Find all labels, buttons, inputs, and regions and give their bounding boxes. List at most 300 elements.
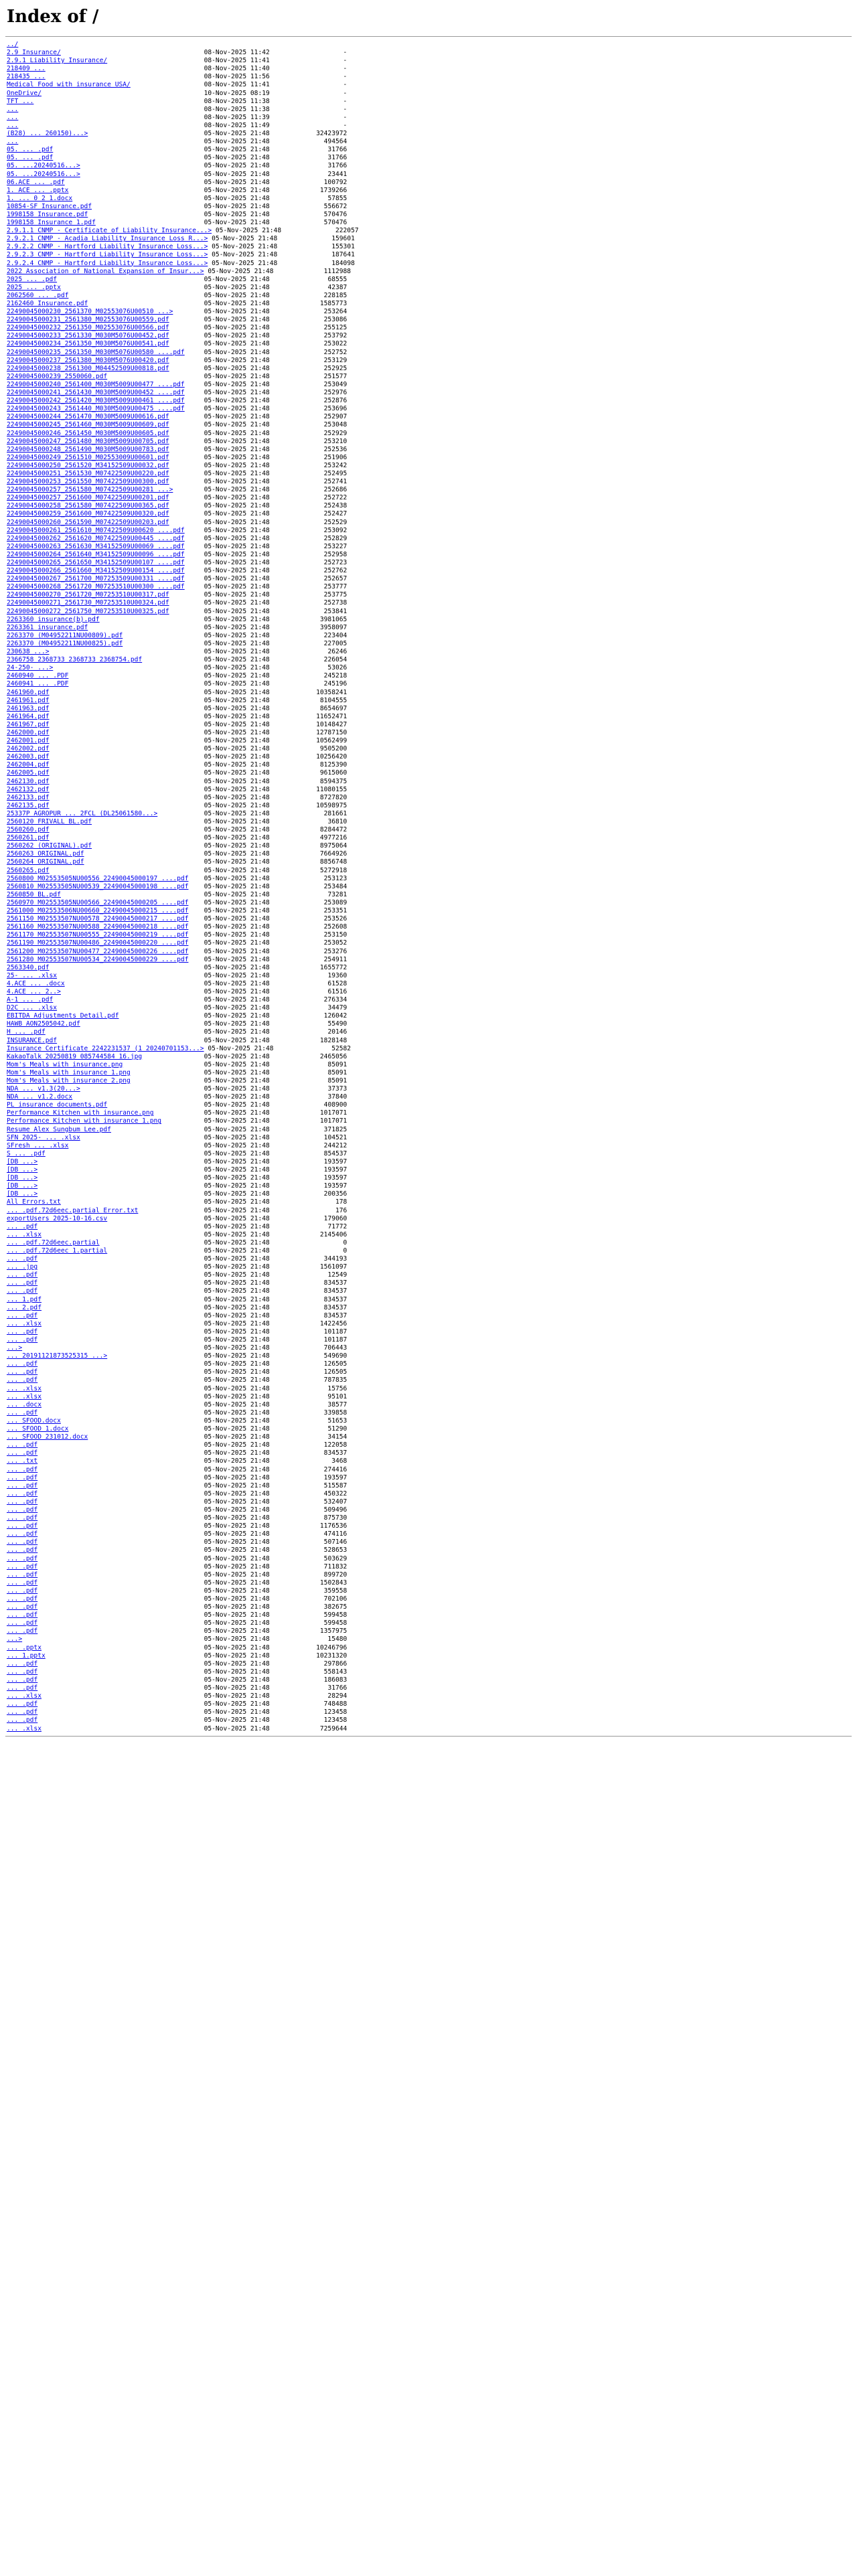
- file-link[interactable]: EBITDA Adjustments Detail.pdf: [7, 1012, 119, 1020]
- file-link[interactable]: 22490045000262_2561620_M07422509U00445 ....pdf: [7, 534, 185, 542]
- file-link[interactable]: 22490045000233_2561330_M030M5076U00452.pdf: [7, 332, 169, 340]
- listing-row: [7, 1603, 852, 1611]
- file-link[interactable]: 2560800 M02553505NU00556_22490045000197 ....pdf: [7, 874, 189, 882]
- listing-row: [7, 470, 852, 478]
- file-link[interactable]: [DB ...>: [7, 1174, 38, 1182]
- file-link[interactable]: 2263370 (M04952211NU00825).pdf: [7, 639, 123, 647]
- file-date: 05-Nov-2025 21:48: [204, 1490, 270, 1498]
- file-link[interactable]: A-1 ... .pdf: [7, 996, 54, 1004]
- file-link[interactable]: ...: [7, 105, 19, 113]
- file-link[interactable]: NDA ... v1.2.docx: [7, 1093, 73, 1101]
- file-date: 05-Nov-2025 21:48: [204, 1020, 270, 1028]
- listing-row: [7, 1546, 852, 1554]
- file-link[interactable]: ... .pdf: [7, 1473, 38, 1481]
- file-size: 532407: [323, 1498, 347, 1506]
- file-link[interactable]: 22490045000245_2561460_M030M5009U00609.pdf: [7, 421, 169, 429]
- file-link[interactable]: ... .pdf: [7, 1571, 38, 1579]
- file-link[interactable]: 2462002.pdf: [7, 745, 50, 753]
- file-size: 834537: [323, 1311, 347, 1319]
- file-link[interactable]: 2062560 ... .pdf: [7, 291, 69, 299]
- file-link[interactable]: ... .pdf.72d6eec 1.partial: [7, 1246, 108, 1255]
- file-link[interactable]: ... .pdf: [7, 1708, 38, 1716]
- file-link[interactable]: 2563340.pdf: [7, 963, 50, 971]
- file-link[interactable]: 22490045000265_2561650_M34152509U00107 ....pdf: [7, 559, 185, 566]
- file-link[interactable]: Resume Alex Sungbum Lee.pdf: [7, 1125, 111, 1133]
- file-link[interactable]: ... .xlsx: [7, 1319, 42, 1327]
- file-size: -: [343, 121, 347, 129]
- file-link[interactable]: D2C ... .xlsx: [7, 1004, 58, 1012]
- file-link[interactable]: 22490045000261_2561610_M07422509U00620 ....pdf: [7, 526, 185, 534]
- file-link[interactable]: [DB ...>: [7, 1166, 38, 1174]
- file-link[interactable]: 22490045000247_2561480_M030M5009U00705.pdf: [7, 437, 169, 445]
- file-link[interactable]: 22490045000260_2561590_M07422509U00203.pdf: [7, 518, 169, 526]
- file-link[interactable]: 2462005.pdf: [7, 769, 50, 777]
- file-size: 528653: [323, 1546, 347, 1554]
- file-link[interactable]: 2025 ... .pdf: [7, 275, 58, 283]
- listing-row: [7, 1644, 852, 1652]
- file-link[interactable]: ... .pdf: [7, 1327, 38, 1336]
- file-link[interactable]: SFresh ... .xlsx: [7, 1141, 69, 1149]
- file-link[interactable]: ... SFOOD 231012.docx: [7, 1433, 88, 1441]
- file-link[interactable]: 2462130.pdf: [7, 777, 50, 785]
- listing-row: [7, 956, 852, 964]
- file-link[interactable]: KakaoTalk 20250819 085744584 16.jpg: [7, 1052, 143, 1060]
- file-link[interactable]: ... .pdf: [7, 1271, 38, 1279]
- file-link[interactable]: 2560261.pdf: [7, 834, 50, 842]
- file-link[interactable]: 05. ... .pdf: [7, 154, 54, 162]
- file-link[interactable]: 2.9.2.4 CNMP - Hartford Liability Insurance Loss...>: [7, 259, 208, 267]
- file-link[interactable]: PL insurance documents.pdf: [7, 1101, 108, 1109]
- file-link[interactable]: 2560264 ORIGINAL.pdf: [7, 858, 84, 866]
- file-link[interactable]: 22490045000244_2561470_M030M5009U00616.pdf: [7, 413, 169, 421]
- file-link[interactable]: 1. ... 0 2 1.docx: [7, 194, 73, 202]
- file-link[interactable]: ... .pptx: [7, 1643, 42, 1652]
- file-link[interactable]: ... .pdf: [7, 1368, 38, 1376]
- listing-row: [7, 1134, 852, 1142]
- listing-row: [7, 1635, 852, 1643]
- file-link[interactable]: ... .pdf: [7, 1522, 38, 1530]
- file-link[interactable]: 4.ACE ... .docx: [7, 979, 65, 987]
- file-size: 253150: [323, 931, 347, 939]
- file-link[interactable]: 22490045000272_2561750_M07253510U00325.pdf: [7, 607, 169, 615]
- file-link[interactable]: ... .pdf: [7, 1546, 38, 1554]
- file-date: 05-Nov-2025 21:48: [204, 397, 270, 405]
- file-link[interactable]: ... .pdf: [7, 1530, 38, 1538]
- file-link[interactable]: INSURANCE.pdf: [7, 1036, 58, 1044]
- file-link[interactable]: 22490045000257_2561580_M07422509U00281 ...>: [7, 486, 173, 494]
- file-link[interactable]: OneDrive/: [7, 89, 42, 97]
- file-link[interactable]: ... SFOOD 1.docx: [7, 1425, 69, 1433]
- listing-row: [7, 1190, 852, 1198]
- file-size: 899720: [323, 1571, 347, 1579]
- file-date: 08-Nov-2025 11:41: [204, 81, 270, 89]
- file-size: 253777: [323, 583, 347, 591]
- file-date: 05-Nov-2025 21:48: [204, 1077, 270, 1084]
- listing-row: [7, 1425, 852, 1433]
- file-link[interactable]: ...>: [7, 1635, 23, 1643]
- file-link[interactable]: ... 1.pdf: [7, 1295, 42, 1303]
- file-link[interactable]: 22490045000253_2561550_M07422509U00300.pdf: [7, 478, 169, 486]
- file-link[interactable]: ... .jpg: [7, 1263, 38, 1271]
- file-link[interactable]: 22490045000239_2550060.pdf: [7, 372, 108, 380]
- file-link[interactable]: 05. ...20240516...>: [7, 170, 80, 178]
- file-link[interactable]: 2461964.pdf: [7, 712, 50, 720]
- file-link[interactable]: 2461961.pdf: [7, 696, 50, 704]
- file-link[interactable]: ... .txt: [7, 1457, 38, 1465]
- file-link[interactable]: (B28) ... 260150)...>: [7, 130, 88, 138]
- file-link[interactable]: 2462004.pdf: [7, 761, 50, 769]
- file-link[interactable]: 22490045000251_2561530_M07422509U00220.pdf: [7, 469, 169, 477]
- listing-row: [7, 1716, 852, 1724]
- file-date: 05-Nov-2025 21:48: [204, 874, 270, 882]
- file-link[interactable]: ... .xlsx: [7, 1230, 42, 1238]
- file-link[interactable]: ... .pdf: [7, 1660, 38, 1668]
- file-date: 08-Nov-2025 11:39: [204, 113, 270, 121]
- file-link[interactable]: HAWB AON2505042.pdf: [7, 1020, 80, 1028]
- file-date: 05-Nov-2025 21:48: [204, 1603, 270, 1611]
- listing-row: [7, 1304, 852, 1312]
- file-link[interactable]: 2162460 Insurance.pdf: [7, 300, 88, 307]
- file-size: 252657: [323, 575, 347, 583]
- file-date: 05-Nov-2025 21:48: [204, 1457, 270, 1465]
- file-date: 05-Nov-2025 21:48: [204, 1028, 270, 1036]
- file-link[interactable]: exportUsers 2025-10-16.csv: [7, 1214, 108, 1222]
- listing-row: [7, 1490, 852, 1498]
- file-link[interactable]: ... .pdf: [7, 1595, 38, 1603]
- file-link[interactable]: ... .pdf: [7, 1514, 38, 1522]
- file-link[interactable]: Mom's Meals with insurance 1.png: [7, 1068, 131, 1076]
- listing-row: [7, 599, 852, 607]
- file-link[interactable]: 2462003.pdf: [7, 753, 50, 761]
- file-link[interactable]: ... .pdf.72d6eec.partial: [7, 1238, 100, 1246]
- file-date: 05-Nov-2025 21:48: [204, 1060, 270, 1068]
- file-link[interactable]: 22490045000241_2561430_M030M5009U00452 ....pdf: [7, 389, 185, 397]
- listing-row: [7, 349, 852, 357]
- file-date: 05-Nov-2025 21:48: [204, 1514, 270, 1522]
- file-link[interactable]: 4.ACE ... 2..>: [7, 987, 61, 995]
- listing-row: [7, 324, 852, 332]
- file-link[interactable]: ... .pdf: [7, 1490, 38, 1498]
- file-link[interactable]: 22490045000232_2561350_M02553076U00566.pdf: [7, 324, 169, 332]
- listing-row: [7, 1344, 852, 1352]
- file-link[interactable]: 2462135.pdf: [7, 801, 50, 809]
- file-link[interactable]: Medical Food with insurance USA/: [7, 81, 131, 89]
- file-link[interactable]: 22490045000234_2561350_M030M5076U00541.pdf: [7, 340, 169, 348]
- file-link[interactable]: 2561200 M02553507NU00477_22490045000226 ....pdf: [7, 947, 189, 955]
- file-link[interactable]: 25- ... .xlsx: [7, 971, 58, 979]
- file-link[interactable]: ... .pdf: [7, 1441, 38, 1449]
- file-link[interactable]: ... .pdf: [7, 1222, 38, 1230]
- file-size: 101187: [323, 1327, 347, 1336]
- file-link[interactable]: 2560265.pdf: [7, 866, 50, 874]
- file-link[interactable]: 2561280 M02553507NU00534_22490045000229 ....pdf: [7, 955, 189, 963]
- file-link[interactable]: ...: [7, 121, 19, 129]
- file-link[interactable]: 25337P AGROPUR ... 2FCL (DL25061580...>: [7, 809, 158, 817]
- file-link[interactable]: 2022 Association of National Expansion of Insur...>: [7, 267, 204, 275]
- file-link[interactable]: 05. ...20240516...>: [7, 162, 80, 170]
- file-link[interactable]: 2263370 (M04952211NU00809).pdf: [7, 631, 123, 639]
- listing-row: [7, 802, 852, 810]
- file-link[interactable]: ... .xlsx: [7, 1724, 42, 1733]
- file-date: 05-Nov-2025 21:48: [204, 364, 270, 372]
- file-link[interactable]: 22490045000271_2561730_M07253510U00324.pdf: [7, 599, 169, 607]
- file-link[interactable]: 2263360 insurance(b).pdf: [7, 615, 100, 623]
- file-link[interactable]: 22490045000268_2561720_M07253510U00300 ....pdf: [7, 583, 185, 591]
- file-link[interactable]: 2.9.2.1 CNMP - Acadia Liability Insurance Loss R...>: [7, 235, 208, 243]
- file-size: 253022: [323, 340, 347, 348]
- file-link[interactable]: 2561150 M02553507NU00578_22490045000217 ....pdf: [7, 915, 189, 923]
- listing-row: [7, 187, 852, 195]
- file-link[interactable]: NDA ... v1.3(20...>: [7, 1085, 80, 1093]
- file-link[interactable]: 2462133.pdf: [7, 793, 50, 801]
- file-link[interactable]: 22490045000240_2561400_M030M5009U00477 ....pdf: [7, 380, 185, 388]
- file-link[interactable]: ... .pdf: [7, 1465, 38, 1473]
- file-link[interactable]: ../: [7, 41, 19, 48]
- file-link[interactable]: ... .pdf: [7, 1587, 38, 1595]
- file-link[interactable]: 2561190 M02553507NU00486_22490045000220 ....pdf: [7, 939, 189, 947]
- file-link[interactable]: 22490045000235_2561350_M030M5076U00580 ....pdf: [7, 348, 185, 356]
- file-link[interactable]: ...: [7, 138, 19, 146]
- file-link[interactable]: 2366758 2368733 2368733 2368754.pdf: [7, 656, 143, 664]
- file-date: 05-Nov-2025 21:48: [204, 664, 270, 672]
- file-link[interactable]: 218409 ...: [7, 65, 46, 73]
- file-link[interactable]: 22490045000248_2561490_M030M5009U00783.pdf: [7, 445, 169, 453]
- file-date: 05-Nov-2025 21:48: [204, 1303, 270, 1311]
- file-link[interactable]: 2560263 ORIGINAL.pdf: [7, 850, 84, 858]
- file-date: 05-Nov-2025 21:48: [204, 332, 270, 340]
- file-link[interactable]: 22490045000257_2561600_M07422509U00201.pdf: [7, 494, 169, 502]
- file-link[interactable]: TFT ...: [7, 97, 34, 105]
- listing-row: [7, 1150, 852, 1158]
- listing-row: [7, 171, 852, 179]
- file-link[interactable]: 05. ... .pdf: [7, 146, 54, 154]
- file-date: 05-Nov-2025 21:48: [204, 146, 270, 154]
- file-link[interactable]: Mom's Meals with insurance.png: [7, 1060, 123, 1068]
- file-link[interactable]: ... .xlsx: [7, 1692, 42, 1700]
- file-size: -: [343, 73, 347, 81]
- file-link[interactable]: 2560850 BL.pdf: [7, 890, 61, 898]
- file-link[interactable]: 2560260.pdf: [7, 826, 50, 834]
- file-link[interactable]: ... .pdf: [7, 1619, 38, 1627]
- file-link[interactable]: 22490045000267_2561700_M07253509U00331 ....pdf: [7, 575, 185, 583]
- file-link[interactable]: 2462000.pdf: [7, 728, 50, 736]
- file-link[interactable]: 10854-SF Insurance.pdf: [7, 202, 92, 210]
- file-link[interactable]: 2461963.pdf: [7, 704, 50, 712]
- listing-row: [7, 1207, 852, 1215]
- file-link[interactable]: ... .pdf: [7, 1716, 38, 1724]
- file-link[interactable]: 230638 ...>: [7, 648, 50, 656]
- file-date: 05-Nov-2025 21:48: [204, 389, 270, 397]
- file-link[interactable]: ... SFOOD.docx: [7, 1417, 61, 1425]
- file-link[interactable]: SFN 2025- ... .xlsx: [7, 1133, 80, 1141]
- listing-row: [7, 519, 852, 527]
- file-date: 05-Nov-2025 21:48: [204, 1392, 270, 1400]
- file-link[interactable]: ... .pdf: [7, 1579, 38, 1587]
- listing-row: [7, 1466, 852, 1474]
- file-link[interactable]: 2460940 ... .PDF: [7, 672, 69, 680]
- file-link[interactable]: ... .pdf: [7, 1481, 38, 1490]
- file-link[interactable]: ... .pdf: [7, 1562, 38, 1571]
- file-date: 08-Nov-2025 11:49: [204, 121, 270, 129]
- file-link[interactable]: ... 2.pdf: [7, 1303, 42, 1311]
- file-link[interactable]: 2.9.2.2 CNMP - Hartford Liability Insurance Loss...>: [7, 243, 208, 251]
- file-link[interactable]: ... .pdf: [7, 1603, 38, 1611]
- file-link[interactable]: 2025 ... .pptx: [7, 283, 61, 291]
- file-link[interactable]: [DB ...>: [7, 1157, 38, 1165]
- file-size: -: [343, 81, 347, 89]
- file-link[interactable]: ... .pdf: [7, 1506, 38, 1514]
- file-link[interactable]: ... 20191121873525315 ...>: [7, 1352, 108, 1360]
- file-link[interactable]: 22490045000258_2561580_M07422509U00365.pdf: [7, 502, 169, 510]
- file-link[interactable]: 22490045000243_2561440_M030M5009U00475 ....pdf: [7, 405, 185, 413]
- file-date: 05-Nov-2025 21:48: [204, 291, 270, 299]
- file-link[interactable]: ... .pdf: [7, 1538, 38, 1546]
- file-size: 339858: [323, 1408, 347, 1417]
- file-date: 05-Nov-2025 21:48: [204, 575, 270, 583]
- listing-row: [7, 1441, 852, 1449]
- file-link[interactable]: 2461967.pdf: [7, 720, 50, 728]
- file-size: 253792: [323, 332, 347, 340]
- file-link[interactable]: ... .pdf: [7, 1498, 38, 1506]
- listing-row: [7, 1028, 852, 1036]
- file-link[interactable]: 22490045000270_2561720_M07253510U00317.pdf: [7, 591, 169, 599]
- file-link[interactable]: ... .pdf: [7, 1611, 38, 1619]
- file-date: 05-Nov-2025 21:48: [204, 672, 270, 680]
- file-link[interactable]: ... .pdf: [7, 1554, 38, 1562]
- listing-row: [7, 1700, 852, 1708]
- file-link[interactable]: ... .docx: [7, 1400, 42, 1408]
- file-link[interactable]: 2461960.pdf: [7, 688, 50, 696]
- file-link[interactable]: 2.9.2.3 CNMP - Hartford Liability Insurance Loss...>: [7, 251, 208, 259]
- file-link[interactable]: 22490045000264_2561640_M34152509U00096 ....pdf: [7, 550, 185, 558]
- file-date: 05-Nov-2025 21:48: [204, 1417, 270, 1425]
- file-link[interactable]: 2561000 M02553506NU00660_22490045000215 ....pdf: [7, 907, 189, 915]
- file-link[interactable]: 22490045000246_2561450_M030M5009U00605.pdf: [7, 429, 169, 437]
- file-link[interactable]: 2.9 Insurance/: [7, 49, 61, 57]
- listing-row: [7, 1142, 852, 1150]
- file-link[interactable]: 22490045000249_2561510_M02553009U00601.pdf: [7, 453, 169, 461]
- file-link[interactable]: [DB ...>: [7, 1190, 38, 1198]
- listing-row: [7, 1231, 852, 1239]
- file-link[interactable]: 2561160 M02553507NU00588_22490045000218 ....pdf: [7, 923, 189, 931]
- listing-row: [7, 405, 852, 413]
- file-link[interactable]: 06.ACE ... .pdf: [7, 178, 65, 186]
- file-link[interactable]: Mom's Meals with insurance 2.png: [7, 1077, 131, 1084]
- file-size: 61528: [327, 979, 347, 987]
- file-link[interactable]: ... 1.pptx: [7, 1652, 46, 1660]
- file-link[interactable]: ... .xlsx: [7, 1384, 42, 1392]
- file-link[interactable]: ... .pdf: [7, 1627, 38, 1635]
- file-link[interactable]: Insurance Certificate 2242231537 (1 20240701153...>: [7, 1044, 204, 1052]
- file-link[interactable]: 2560810 M02553505NU00539_22490045000198 ....pdf: [7, 882, 189, 890]
- file-link[interactable]: ...: [7, 113, 19, 121]
- file-link[interactable]: 218435 ...: [7, 73, 46, 81]
- file-link[interactable]: 1998158 Insurance.pdf: [7, 210, 88, 218]
- file-size: 222057: [335, 227, 359, 235]
- file-link[interactable]: 2.9.1 Liability Insurance/: [7, 57, 108, 65]
- file-link[interactable]: 22490045000231_2561380_M02553076U00559.pdf: [7, 316, 169, 324]
- file-link[interactable]: [DB ...>: [7, 1182, 38, 1190]
- file-size: 252762: [323, 567, 347, 575]
- file-size: 252723: [323, 559, 347, 566]
- file-link[interactable]: 2462001.pdf: [7, 737, 50, 745]
- file-size: 73281: [327, 890, 347, 898]
- file-link[interactable]: 1998158 Insurance 1.pdf: [7, 219, 96, 227]
- file-link[interactable]: 2561170 M02553507NU00555_22490045000219 ....pdf: [7, 931, 189, 939]
- file-link[interactable]: All Errors.txt: [7, 1198, 61, 1206]
- listing-row: [7, 65, 852, 73]
- file-date: 05-Nov-2025 21:48: [204, 219, 270, 227]
- file-date: 05-Nov-2025 21:48: [204, 1093, 270, 1101]
- file-link[interactable]: Performance Kitchen with insurance.png: [7, 1109, 154, 1117]
- file-link[interactable]: 2.9.1.1 CNMP - Certificate of Liability Insurance...>: [7, 227, 212, 235]
- file-link[interactable]: ... .pdf: [7, 1376, 38, 1384]
- file-date: 05-Nov-2025 21:48: [204, 793, 270, 801]
- listing-row: [7, 672, 852, 680]
- file-date: 05-Nov-2025 21:48: [204, 1344, 270, 1352]
- file-size: 244212: [323, 1141, 347, 1149]
- file-size: 37840: [327, 1093, 347, 1101]
- file-link[interactable]: 22490045000238_2561300_M04452509U00818.pdf: [7, 364, 169, 372]
- file-link[interactable]: ...>: [7, 1344, 23, 1352]
- listing-row: [7, 154, 852, 162]
- file-link[interactable]: ... .pdf.72d6eec.partial Error.txt: [7, 1206, 139, 1214]
- file-link[interactable]: 2560262 (ORIGINAL).pdf: [7, 842, 92, 850]
- listing-row: [7, 1117, 852, 1125]
- file-date: 05-Nov-2025 21:48: [204, 761, 270, 769]
- file-date: 05-Nov-2025 21:48: [204, 210, 270, 218]
- file-link[interactable]: 22490045000266_2561660_M34152509U00154 ....pdf: [7, 567, 185, 575]
- file-link[interactable]: 2560120 FRIVALL BL.pdf: [7, 818, 92, 825]
- file-date: 05-Nov-2025 21:48: [204, 1538, 270, 1546]
- file-link[interactable]: ... .pdf: [7, 1336, 38, 1344]
- file-link[interactable]: 22490045000230_2561370_M02553076U00510 ...>: [7, 308, 173, 316]
- file-link[interactable]: ... .pdf: [7, 1684, 38, 1692]
- file-link[interactable]: 22490045000250_2561520_M34152509U00032.pdf: [7, 461, 169, 469]
- file-link[interactable]: H ... .pdf: [7, 1028, 46, 1036]
- file-link[interactable]: ... .pdf: [7, 1668, 38, 1676]
- file-date: 05-Nov-2025 21:48: [204, 834, 270, 842]
- file-link[interactable]: ... .pdf: [7, 1700, 38, 1708]
- file-link[interactable]: 24-250- ...>: [7, 664, 54, 672]
- file-link[interactable]: 22490045000259_2561600_M07422509U00320.pdf: [7, 510, 169, 518]
- file-date: 05-Nov-2025 21:48: [204, 316, 270, 324]
- file-link[interactable]: ... .xlsx: [7, 1392, 42, 1400]
- file-link[interactable]: ... .pdf: [7, 1279, 38, 1287]
- file-link[interactable]: ... .pdf: [7, 1676, 38, 1684]
- file-link[interactable]: 2263361 insurance.pdf: [7, 623, 88, 631]
- file-link[interactable]: ... .pdf: [7, 1360, 38, 1368]
- listing-row: [7, 1652, 852, 1660]
- file-size: -: [343, 49, 347, 57]
- file-link[interactable]: ... .pdf: [7, 1255, 38, 1263]
- file-link[interactable]: ... .pdf: [7, 1287, 38, 1295]
- file-link[interactable]: 2460941 ... .PDF: [7, 680, 69, 688]
- file-link[interactable]: 22490045000237_2561380_M030M5076U00420.pdf: [7, 356, 169, 364]
- file-link[interactable]: ... .pdf: [7, 1311, 38, 1319]
- file-link[interactable]: Performance Kitchen with insurance 1.png: [7, 1117, 162, 1125]
- file-link[interactable]: 2560970 M02553505NU00566_22490045000205 ....pdf: [7, 898, 189, 906]
- file-link[interactable]: 1. ACE ... .pptx: [7, 186, 69, 194]
- file-link[interactable]: 2462132.pdf: [7, 785, 50, 793]
- file-link[interactable]: S ... .pdf: [7, 1149, 46, 1157]
- file-link[interactable]: 22490045000242_2561420_M030M5009U00461 ....pdf: [7, 397, 185, 405]
- listing-row: [7, 138, 852, 146]
- file-link[interactable]: ... .pdf: [7, 1449, 38, 1457]
- file-link[interactable]: ... .pdf: [7, 1408, 38, 1417]
- file-date: 05-Nov-2025 21:48: [204, 1360, 270, 1368]
- file-link[interactable]: 22490045000263_2561630_M34152509U00069 ....pdf: [7, 542, 185, 550]
